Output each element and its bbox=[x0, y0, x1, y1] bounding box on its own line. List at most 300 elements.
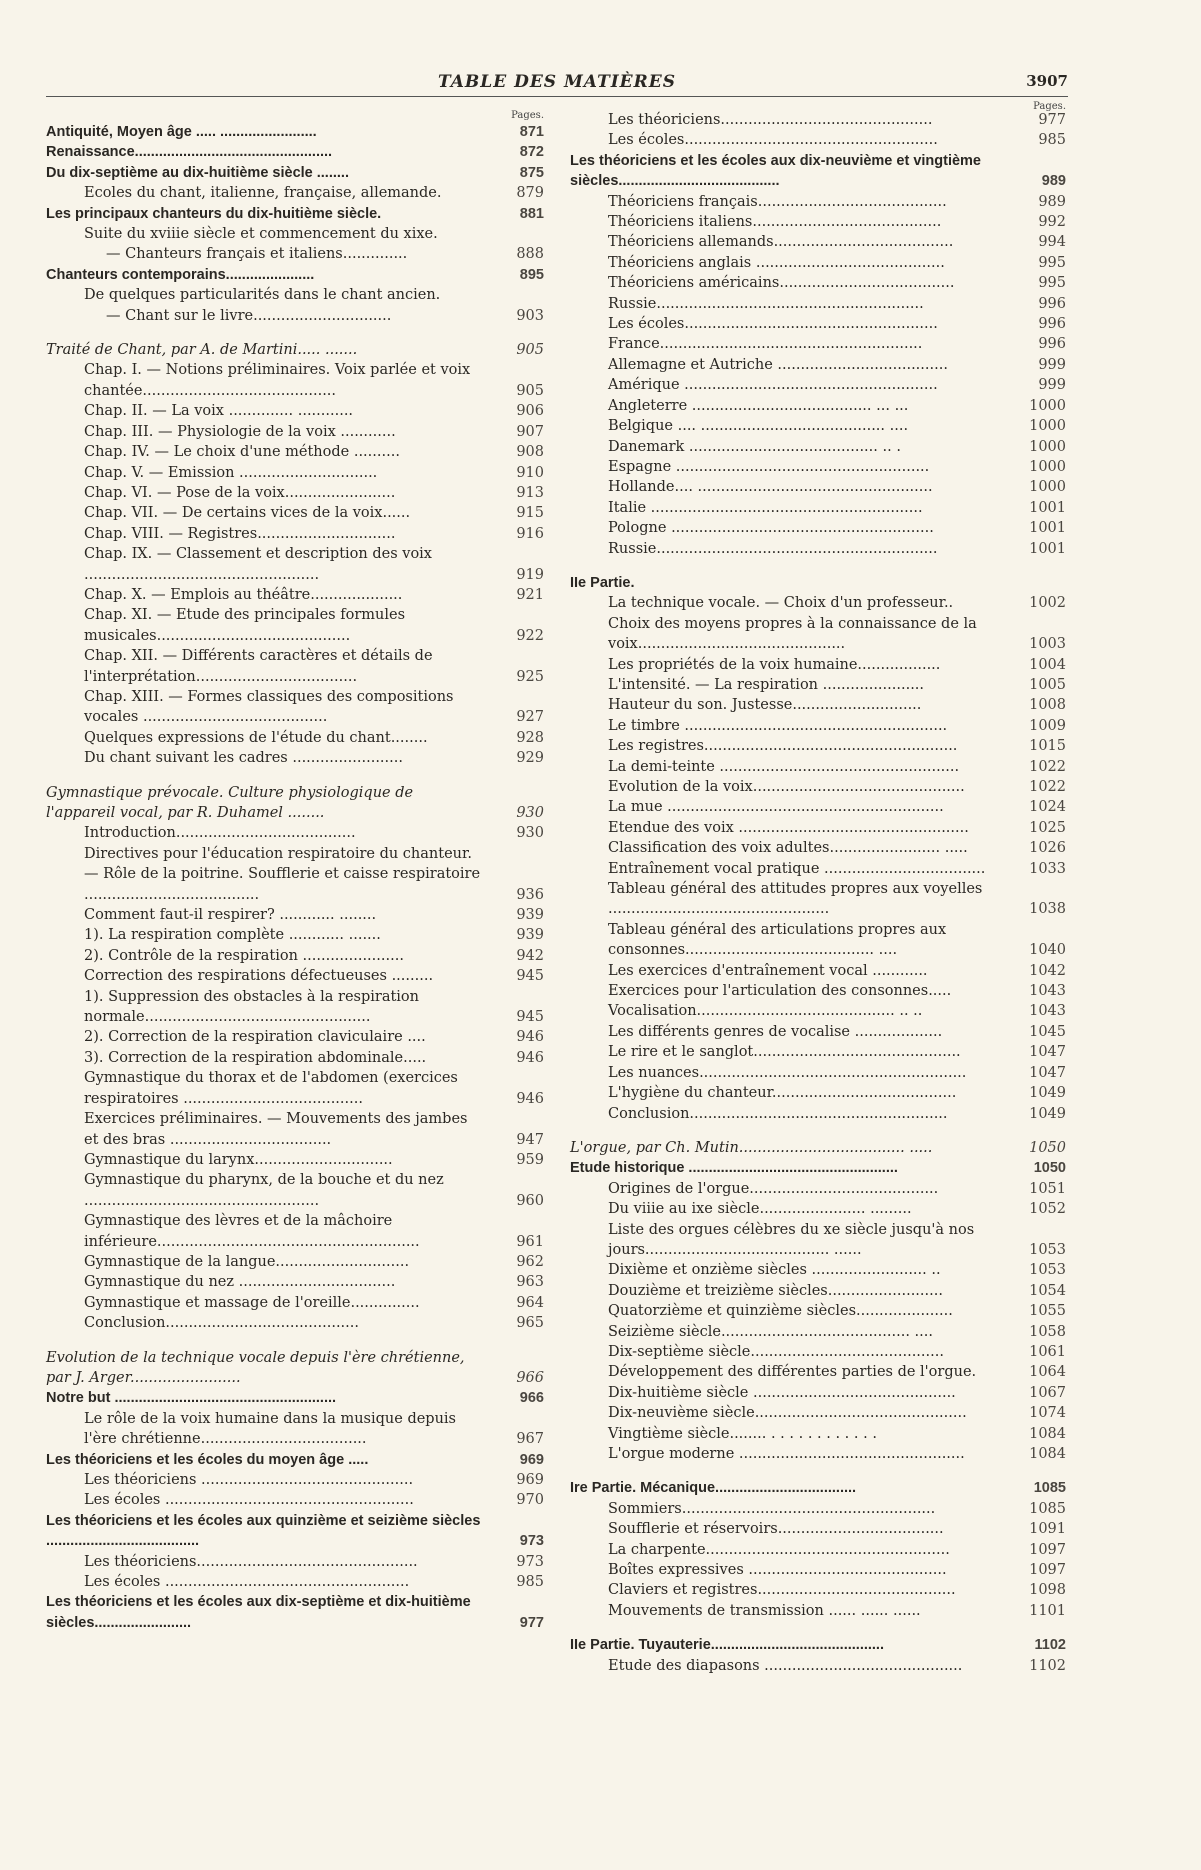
toc-entry-label: Du chant suivant les cadres ........................ bbox=[84, 750, 403, 767]
toc-entry-page: 922 bbox=[516, 627, 544, 644]
toc-entry-label: Renaissance................................................. bbox=[46, 144, 333, 161]
toc-heading bbox=[46, 1511, 548, 1552]
toc-entry bbox=[570, 1560, 1070, 1580]
toc-entry-label: Gymnastique prévocale. Culture physiologique de l'appareil vocal, par R. Duhamel ........ bbox=[46, 784, 414, 821]
toc-entry-label: Origines de l'orgue......................................... bbox=[608, 1180, 939, 1197]
toc-entry-page: 985 bbox=[1038, 132, 1066, 149]
page-header bbox=[46, 72, 1068, 97]
toc-entry-page: 960 bbox=[516, 1192, 544, 1209]
toc-entry-page: 973 bbox=[516, 1553, 544, 1570]
toc-entry bbox=[570, 355, 1070, 375]
toc-heading bbox=[46, 1450, 548, 1470]
toc-entry-page: 921 bbox=[516, 586, 544, 603]
toc-entry-label: Etendue des voix .................................................. bbox=[608, 819, 969, 836]
toc-entry-page: 908 bbox=[516, 444, 544, 461]
toc-entry-page: 1043 bbox=[1029, 983, 1066, 1000]
toc-entry bbox=[46, 823, 548, 843]
toc-heading bbox=[570, 573, 1070, 593]
toc-entry-label: Théoriciens italiens......................................... bbox=[608, 214, 942, 231]
toc-entry bbox=[570, 1022, 1070, 1042]
toc-entry-page: 1001 bbox=[1029, 499, 1066, 516]
toc-entry-page: 1022 bbox=[1029, 758, 1066, 775]
toc-entry-label: Evolution de la technique vocale depuis l'ère chrétienne, par J. Arger........................ bbox=[46, 1349, 465, 1386]
toc-entry-label: Chap. II. — La voix .............. ............ bbox=[84, 403, 354, 420]
toc-entry bbox=[570, 961, 1070, 981]
toc-entry-label: Classification des voix adultes........................ ..... bbox=[608, 840, 968, 857]
toc-entry-page: 942 bbox=[516, 947, 544, 964]
toc-entry bbox=[570, 1519, 1070, 1539]
toc-entry-label: Chap. XII. — Différents caractères et détails de l'interprétation................................... bbox=[84, 648, 433, 685]
toc-entry-page: 963 bbox=[516, 1274, 544, 1291]
toc-entry-label: Gymnastique du larynx.............................. bbox=[84, 1151, 393, 1168]
toc-entry-label: Allemagne et Autriche ..................................... bbox=[608, 356, 948, 373]
toc-entry-page: 1005 bbox=[1029, 676, 1066, 693]
section-spacer bbox=[570, 1464, 1070, 1478]
toc-entry-page: 916 bbox=[516, 525, 544, 542]
toc-left-list bbox=[46, 122, 548, 1633]
toc-entry-page: 1055 bbox=[1029, 1303, 1066, 1320]
toc-entry-page: 999 bbox=[1038, 377, 1066, 394]
toc-heading bbox=[46, 163, 548, 183]
toc-entry-page: 871 bbox=[519, 124, 544, 140]
toc-entry bbox=[570, 1322, 1070, 1342]
toc-entry bbox=[570, 655, 1070, 675]
toc-entry bbox=[570, 1220, 1070, 1261]
toc-entry-page: 966 bbox=[519, 1390, 544, 1407]
toc-entry bbox=[46, 1409, 548, 1450]
toc-entry-page: 1053 bbox=[1029, 1241, 1066, 1258]
toc-entry-label: Dix-septième siècle.......................................... bbox=[608, 1343, 944, 1360]
toc-entry-label: Vingtième siècle........ . . . . . . . . . . . . bbox=[608, 1425, 877, 1442]
toc-heading bbox=[46, 1388, 548, 1408]
toc-entry-page: 992 bbox=[1038, 214, 1066, 231]
toc-entry-page: 930 bbox=[516, 825, 544, 842]
toc-entry-page: 905 bbox=[516, 342, 544, 359]
toc-entry-label: Hollande.... ................................................... bbox=[608, 479, 933, 496]
toc-entry-page: 1098 bbox=[1029, 1582, 1066, 1599]
toc-entry-label: Chap. IX. — Classement et description des voix ................................................... bbox=[84, 546, 432, 583]
toc-entry-label: Conclusion........................................................ bbox=[608, 1105, 948, 1122]
toc-right-list bbox=[570, 110, 1070, 1676]
toc-entry-label: Chanteurs contemporains...................... bbox=[46, 266, 315, 283]
toc-section-title bbox=[46, 340, 548, 360]
toc-entry bbox=[570, 1260, 1070, 1280]
toc-entry bbox=[570, 232, 1070, 252]
toc-entry-label: Chap. IV. — Le choix d'une méthode .......... bbox=[84, 444, 400, 461]
toc-entry bbox=[570, 1104, 1070, 1124]
toc-entry-label: Les théoriciens.............................................. bbox=[608, 112, 933, 128]
toc-entry bbox=[570, 1281, 1070, 1301]
toc-entry-label: Quatorzième et quinzième siècles..................... bbox=[608, 1303, 953, 1320]
toc-entry-label: L'hygiène du chanteur........................................ bbox=[608, 1085, 957, 1102]
toc-entry-label: Les théoriciens et les écoles aux dix-neuvième et vingtième siècles........................................ bbox=[570, 152, 981, 190]
toc-entry bbox=[570, 498, 1070, 518]
toc-entry bbox=[570, 1301, 1070, 1321]
toc-entry-page: 1004 bbox=[1029, 656, 1066, 673]
toc-entry-page: 907 bbox=[516, 423, 544, 440]
toc-entry-page: 995 bbox=[1038, 254, 1066, 271]
toc-entry-label: — Chant sur le livre.............................. bbox=[106, 307, 392, 324]
pages-column-heading: Pages. bbox=[1033, 101, 1066, 112]
toc-entry-label: 3). Correction de la respiration abdominale..... bbox=[84, 1049, 427, 1066]
toc-entry bbox=[570, 818, 1070, 838]
toc-entry-label: Chap. XIII. — Formes classiques des compositions vocales ........................................ bbox=[84, 688, 454, 726]
toc-entry bbox=[46, 925, 548, 945]
toc-entry-page: 936 bbox=[516, 886, 544, 903]
toc-entry-label: Sommiers....................................................... bbox=[608, 1500, 936, 1517]
toc-entry-page: 1026 bbox=[1029, 840, 1066, 857]
toc-entry-page: 1091 bbox=[1029, 1521, 1066, 1538]
toc-entry-page: 1047 bbox=[1029, 1064, 1066, 1081]
toc-entry-page: 930 bbox=[516, 805, 544, 821]
toc-entry-page: 967 bbox=[516, 1431, 544, 1448]
toc-entry bbox=[46, 306, 548, 326]
toc-entry-label: Le rôle de la voix humaine dans la musique depuis l'ère chrétienne.................................... bbox=[84, 1410, 457, 1448]
toc-entry-page: 969 bbox=[519, 1451, 544, 1468]
toc-entry bbox=[46, 224, 548, 244]
toc-entry-label: Les propriétés de la voix humaine.................. bbox=[608, 656, 941, 673]
toc-right-column bbox=[570, 101, 1070, 1676]
toc-entry-label: Les théoriciens et les écoles aux quinzième et seizième siècles ...................................... bbox=[46, 1512, 481, 1550]
toc-entry-page: 927 bbox=[516, 709, 544, 726]
toc-entry-label: Les théoriciens et les écoles du moyen âge ..... bbox=[46, 1451, 369, 1468]
toc-entry-page: 947 bbox=[516, 1131, 544, 1148]
toc-entry-label: Du viiie au ixe siècle....................... ......... bbox=[608, 1201, 912, 1218]
toc-entry-label: IIe Partie. Tuyauterie........................................... bbox=[570, 1637, 884, 1654]
toc-entry-label: Evolution de la voix.............................................. bbox=[608, 779, 965, 795]
toc-entry bbox=[46, 285, 548, 305]
toc-entry bbox=[570, 716, 1070, 736]
toc-entry-page: 985 bbox=[516, 1574, 544, 1591]
toc-entry-label: Chap. VIII. — Registres.............................. bbox=[84, 525, 396, 542]
page-number: 3907 bbox=[1026, 72, 1068, 90]
toc-entry-label: La mue ............................................................ bbox=[608, 799, 944, 816]
toc-entry-page: 1064 bbox=[1029, 1364, 1066, 1381]
toc-entry-label: Dix-neuvième siècle.............................................. bbox=[608, 1405, 967, 1422]
toc-entry-label: Choix des moyens propres à la connaissance de la voix............................................. bbox=[608, 615, 977, 653]
toc-entry-label: Les écoles....................................................... bbox=[608, 132, 938, 149]
toc-entry bbox=[570, 675, 1070, 695]
toc-entry-page: 1097 bbox=[1029, 1541, 1066, 1558]
toc-section-title bbox=[570, 1138, 1070, 1158]
toc-entry-label: Correction des respirations défectueuses ......... bbox=[84, 968, 434, 985]
toc-entry-label: Pologne ......................................................... bbox=[608, 520, 934, 537]
toc-entry-label: Dixième et onzième siècles ......................... .. bbox=[608, 1262, 941, 1279]
toc-entry-label: Gymnastique des lèvres et de la mâchoire inférieure......................................................... bbox=[84, 1213, 420, 1250]
toc-entry-label: — Chanteurs français et italiens.............. bbox=[106, 246, 408, 263]
toc-entry bbox=[570, 1362, 1070, 1382]
toc-entry-page: 1049 bbox=[1029, 1105, 1066, 1122]
toc-entry-label: Danemark ......................................... .. . bbox=[608, 438, 901, 455]
toc-entry-label: Liste des orgues célèbres du xe siècle jusqu'à nos jours........................................ ...... bbox=[608, 1221, 975, 1258]
toc-heading bbox=[46, 122, 548, 142]
toc-entry-page: 995 bbox=[1038, 275, 1066, 292]
toc-entry-label: Du dix-septième au dix-huitième siècle ........ bbox=[46, 164, 349, 181]
toc-entry bbox=[46, 687, 548, 728]
toc-entry-page: 996 bbox=[1038, 316, 1066, 333]
toc-entry bbox=[570, 614, 1070, 655]
toc-entry-page: 1000 bbox=[1029, 397, 1066, 414]
toc-section-title bbox=[46, 783, 548, 824]
toc-entry-page: 964 bbox=[516, 1294, 544, 1311]
toc-entry-page: 1084 bbox=[1029, 1425, 1066, 1442]
toc-entry-page: 1008 bbox=[1029, 697, 1066, 714]
toc-entry-label: Théoriciens allemands....................................... bbox=[608, 234, 954, 251]
toc-entry-page: 1022 bbox=[1029, 779, 1066, 795]
toc-entry-label: Les écoles ...................................................... bbox=[84, 1492, 414, 1509]
toc-entry bbox=[46, 844, 548, 905]
toc-entry bbox=[46, 1572, 548, 1592]
toc-entry-page: 989 bbox=[1038, 193, 1066, 210]
toc-entry-page: 875 bbox=[519, 164, 544, 181]
toc-entry-label: Douzième et treizième siècles......................... bbox=[608, 1282, 943, 1299]
toc-entry bbox=[46, 360, 548, 401]
section-spacer bbox=[570, 559, 1070, 573]
toc-entry bbox=[570, 314, 1070, 334]
toc-entry bbox=[46, 905, 548, 925]
toc-section-title bbox=[46, 1348, 548, 1389]
toc-entry-label: Tableau général des attitudes propres aux voyelles ................................................ bbox=[608, 881, 983, 918]
section-spacer bbox=[46, 326, 548, 340]
toc-entry bbox=[570, 294, 1070, 314]
section-spacer bbox=[46, 1334, 548, 1348]
toc-entry bbox=[46, 966, 548, 986]
toc-heading bbox=[46, 1592, 548, 1633]
toc-entry bbox=[570, 1444, 1070, 1464]
toc-entry-page: 1002 bbox=[1029, 595, 1066, 612]
toc-entry-label: Comment faut-il respirer? ............ ........ bbox=[84, 907, 377, 924]
toc-entry-page: 959 bbox=[516, 1151, 544, 1168]
toc-entry-label: Dix-huitième siècle ............................................ bbox=[608, 1384, 956, 1401]
section-spacer bbox=[46, 769, 548, 783]
toc-entry-label: Amérique ....................................................... bbox=[608, 377, 938, 394]
toc-entry-label: 1). La respiration complète ............ ....... bbox=[84, 927, 381, 944]
toc-entry bbox=[46, 183, 548, 203]
toc-entry-label: Gymnastique de la langue............................. bbox=[84, 1253, 410, 1270]
toc-entry bbox=[46, 1068, 548, 1109]
toc-entry-label: Directives pour l'éducation respiratoire du chanteur. — Rôle de la poitrine. Soufflerie et caisse respiratoire ...................................... bbox=[84, 845, 481, 903]
toc-entry bbox=[570, 859, 1070, 879]
toc-entry-label: Angleterre ....................................... ... ... bbox=[608, 397, 909, 414]
toc-entry-page: 1001 bbox=[1029, 520, 1066, 537]
toc-entry-label: L'orgue, par Ch. Mutin.................................... ..... bbox=[570, 1139, 933, 1156]
toc-left-column bbox=[46, 110, 548, 1633]
toc-entry-page: 996 bbox=[1038, 336, 1066, 353]
toc-entry-page: 1040 bbox=[1029, 942, 1066, 959]
toc-entry-label: 2). Contrôle de la respiration ...................... bbox=[84, 947, 404, 964]
toc-entry-page: 939 bbox=[516, 907, 544, 924]
toc-entry bbox=[570, 879, 1070, 920]
toc-entry-page: 973 bbox=[519, 1533, 544, 1550]
toc-entry-page: 1001 bbox=[1029, 540, 1066, 557]
toc-entry-page: 945 bbox=[516, 1009, 544, 1026]
toc-entry bbox=[46, 503, 548, 523]
toc-entry-label: Chap. X. — Emplois au théâtre.................... bbox=[84, 586, 403, 603]
toc-entry-label: Le rire et le sanglot............................................. bbox=[608, 1044, 961, 1061]
toc-entry-page: 1000 bbox=[1029, 438, 1066, 455]
toc-entry-page: 910 bbox=[516, 464, 544, 481]
toc-entry-page: 989 bbox=[1041, 173, 1066, 190]
toc-entry-page: 1043 bbox=[1029, 1003, 1066, 1020]
toc-entry bbox=[46, 1272, 548, 1292]
toc-heading bbox=[46, 204, 548, 224]
toc-entry bbox=[570, 1179, 1070, 1199]
toc-entry-page: 1074 bbox=[1029, 1405, 1066, 1422]
toc-entry bbox=[46, 605, 548, 646]
toc-entry-page: 970 bbox=[516, 1492, 544, 1509]
toc-entry bbox=[46, 442, 548, 462]
toc-entry bbox=[570, 273, 1070, 293]
toc-entry-page: 1045 bbox=[1029, 1023, 1066, 1040]
toc-entry-page: 1024 bbox=[1029, 799, 1066, 816]
toc-entry-page: 1050 bbox=[1029, 1139, 1066, 1156]
toc-entry-page: 977 bbox=[1038, 112, 1066, 128]
toc-entry-page: 962 bbox=[516, 1253, 544, 1270]
toc-entry-page: 946 bbox=[516, 1029, 544, 1046]
toc-entry-label: La demi-teinte .................................................... bbox=[608, 758, 960, 775]
toc-entry-page: 1053 bbox=[1029, 1262, 1066, 1279]
toc-entry bbox=[570, 1083, 1070, 1103]
toc-heading bbox=[570, 1635, 1070, 1655]
toc-entry bbox=[570, 1403, 1070, 1423]
toc-entry bbox=[570, 797, 1070, 817]
toc-entry bbox=[46, 585, 548, 605]
toc-entry-label: De quelques particularités dans le chant ancien. bbox=[84, 287, 441, 304]
toc-entry-label: Suite du xviiie siècle et commencement du xixe. bbox=[84, 226, 438, 243]
toc-entry bbox=[46, 544, 548, 585]
toc-entry bbox=[46, 1313, 548, 1333]
toc-entry-label: Tableau général des articulations propres aux consonnes......................................... .... bbox=[608, 921, 947, 959]
toc-entry-page: 1033 bbox=[1029, 860, 1066, 877]
toc-entry bbox=[570, 477, 1070, 497]
toc-entry-label: Les exercices d'entraînement vocal ............ bbox=[608, 962, 928, 979]
toc-entry-page: 879 bbox=[516, 185, 544, 202]
toc-entry bbox=[46, 524, 548, 544]
toc-entry-label: Introduction....................................... bbox=[84, 825, 356, 842]
toc-entry bbox=[570, 192, 1070, 212]
toc-entry-label: Etude des diapasons ........................................... bbox=[608, 1657, 963, 1674]
toc-entry bbox=[46, 422, 548, 442]
toc-entry-label: Chap. III. — Physiologie de la voix ............ bbox=[84, 423, 396, 440]
toc-entry-label: Théoriciens américains...................................... bbox=[608, 275, 955, 292]
toc-entry-label: Les nuances.......................................................... bbox=[608, 1064, 967, 1081]
toc-entry-page: 1003 bbox=[1029, 636, 1066, 653]
toc-entry-label: L'intensité. — La respiration ...................... bbox=[608, 676, 925, 693]
toc-heading bbox=[570, 151, 1070, 192]
toc-entry-label: France......................................................... bbox=[608, 336, 923, 353]
toc-entry-label: Exercices pour l'articulation des consonnes..... bbox=[608, 983, 952, 1000]
toc-entry bbox=[570, 212, 1070, 232]
running-title: TABLE DES MATIÈRES bbox=[437, 72, 676, 92]
toc-entry bbox=[570, 736, 1070, 756]
toc-entry bbox=[570, 1601, 1070, 1621]
toc-entry-page: 913 bbox=[516, 484, 544, 501]
toc-entry-label: Les théoriciens et les écoles aux dix-septième et dix-huitième siècles........................ bbox=[46, 1594, 471, 1631]
toc-entry bbox=[46, 1490, 548, 1510]
toc-entry-page: 1054 bbox=[1029, 1282, 1066, 1299]
toc-entry-label: Italie ........................................................... bbox=[608, 499, 923, 516]
toc-heading bbox=[570, 1158, 1070, 1178]
toc-entry-label: Les écoles....................................................... bbox=[608, 316, 938, 333]
toc-entry-label: Développement des différentes parties de l'orgue. bbox=[608, 1364, 977, 1381]
toc-entry-label: Seizième siècle......................................... .... bbox=[608, 1323, 933, 1340]
toc-entry-label: Etude historique .................................................... bbox=[570, 1160, 898, 1177]
toc-entry-label: Les principaux chanteurs du dix-huitième siècle. bbox=[46, 205, 382, 222]
toc-entry-label: Chap. VI. — Pose de la voix........................ bbox=[84, 484, 396, 501]
toc-entry bbox=[570, 1342, 1070, 1362]
toc-entry-page: 881 bbox=[519, 205, 544, 222]
toc-entry bbox=[570, 981, 1070, 1001]
toc-entry-label: Gymnastique et massage de l'oreille............... bbox=[84, 1294, 420, 1311]
toc-entry-label: Claviers et registres........................................... bbox=[608, 1582, 956, 1599]
toc-entry bbox=[570, 1656, 1070, 1676]
toc-entry-page: 1084 bbox=[1029, 1446, 1066, 1462]
toc-entry-label: Russie.......................................................... bbox=[608, 295, 924, 312]
toc-entry-label: Quelques expressions de l'étude du chant........ bbox=[84, 729, 428, 746]
toc-entry-label: Gymnastique du thorax et de l'abdomen (exercices respiratoires ....................................... bbox=[84, 1070, 458, 1107]
toc-entry bbox=[570, 757, 1070, 777]
toc-entry-label: IIe Partie. bbox=[570, 574, 635, 591]
toc-entry-label: Théoriciens anglais ......................................... bbox=[608, 254, 945, 271]
toc-entry-page: 966 bbox=[516, 1369, 544, 1386]
toc-entry bbox=[570, 539, 1070, 559]
toc-entry-label: Théoriciens français......................................... bbox=[608, 193, 947, 210]
toc-entry-label: Antiquité, Moyen âge ..... ........................ bbox=[46, 124, 317, 140]
toc-entry-page: 1015 bbox=[1029, 738, 1066, 755]
toc-entry-page: 1042 bbox=[1029, 962, 1066, 979]
toc-entry-page: 996 bbox=[1038, 295, 1066, 312]
toc-entry-label: Chap. V. — Emission .............................. bbox=[84, 464, 378, 481]
toc-entry bbox=[570, 1199, 1070, 1219]
toc-entry bbox=[46, 1552, 548, 1572]
toc-entry-label: Gymnastique du nez .................................. bbox=[84, 1274, 396, 1291]
toc-entry-page: 895 bbox=[519, 266, 544, 283]
toc-entry bbox=[46, 748, 548, 768]
toc-entry bbox=[570, 253, 1070, 273]
toc-entry bbox=[570, 1001, 1070, 1021]
toc-entry bbox=[570, 1383, 1070, 1403]
toc-entry-page: 1101 bbox=[1029, 1602, 1066, 1619]
toc-entry-label: Les différents genres de vocalise ................... bbox=[608, 1023, 943, 1040]
toc-entry-page: 961 bbox=[516, 1233, 544, 1250]
toc-entry-page: 1102 bbox=[1029, 1657, 1066, 1674]
toc-entry-page: 1058 bbox=[1029, 1323, 1066, 1340]
toc-entry bbox=[46, 463, 548, 483]
toc-entry-page: 969 bbox=[516, 1472, 544, 1488]
toc-entry-page: 977 bbox=[519, 1614, 544, 1631]
toc-entry bbox=[46, 244, 548, 264]
toc-entry bbox=[46, 1293, 548, 1313]
toc-entry-label: Vocalisation........................................... .. .. bbox=[608, 1003, 923, 1020]
toc-heading bbox=[46, 265, 548, 285]
toc-entry bbox=[570, 920, 1070, 961]
toc-entry-page: 915 bbox=[516, 505, 544, 522]
toc-entry-label: L'orgue moderne ................................................. bbox=[608, 1446, 965, 1462]
toc-entry-label: Notre but ....................................................... bbox=[46, 1390, 337, 1407]
toc-entry bbox=[570, 838, 1070, 858]
toc-entry bbox=[570, 334, 1070, 354]
toc-entry bbox=[46, 728, 548, 748]
toc-entry-label: Boîtes expressives ........................................... bbox=[608, 1562, 947, 1579]
toc-entry-page: 1000 bbox=[1029, 458, 1066, 475]
toc-entry-page: 1047 bbox=[1029, 1044, 1066, 1061]
toc-entry-label: Soufflerie et réservoirs.................................... bbox=[608, 1521, 944, 1538]
toc-entry bbox=[570, 416, 1070, 436]
section-spacer bbox=[570, 1124, 1070, 1138]
toc-entry-label: Belgique .... ........................................ .... bbox=[608, 418, 909, 435]
toc-heading bbox=[46, 142, 548, 162]
toc-entry-page: 925 bbox=[516, 668, 544, 685]
